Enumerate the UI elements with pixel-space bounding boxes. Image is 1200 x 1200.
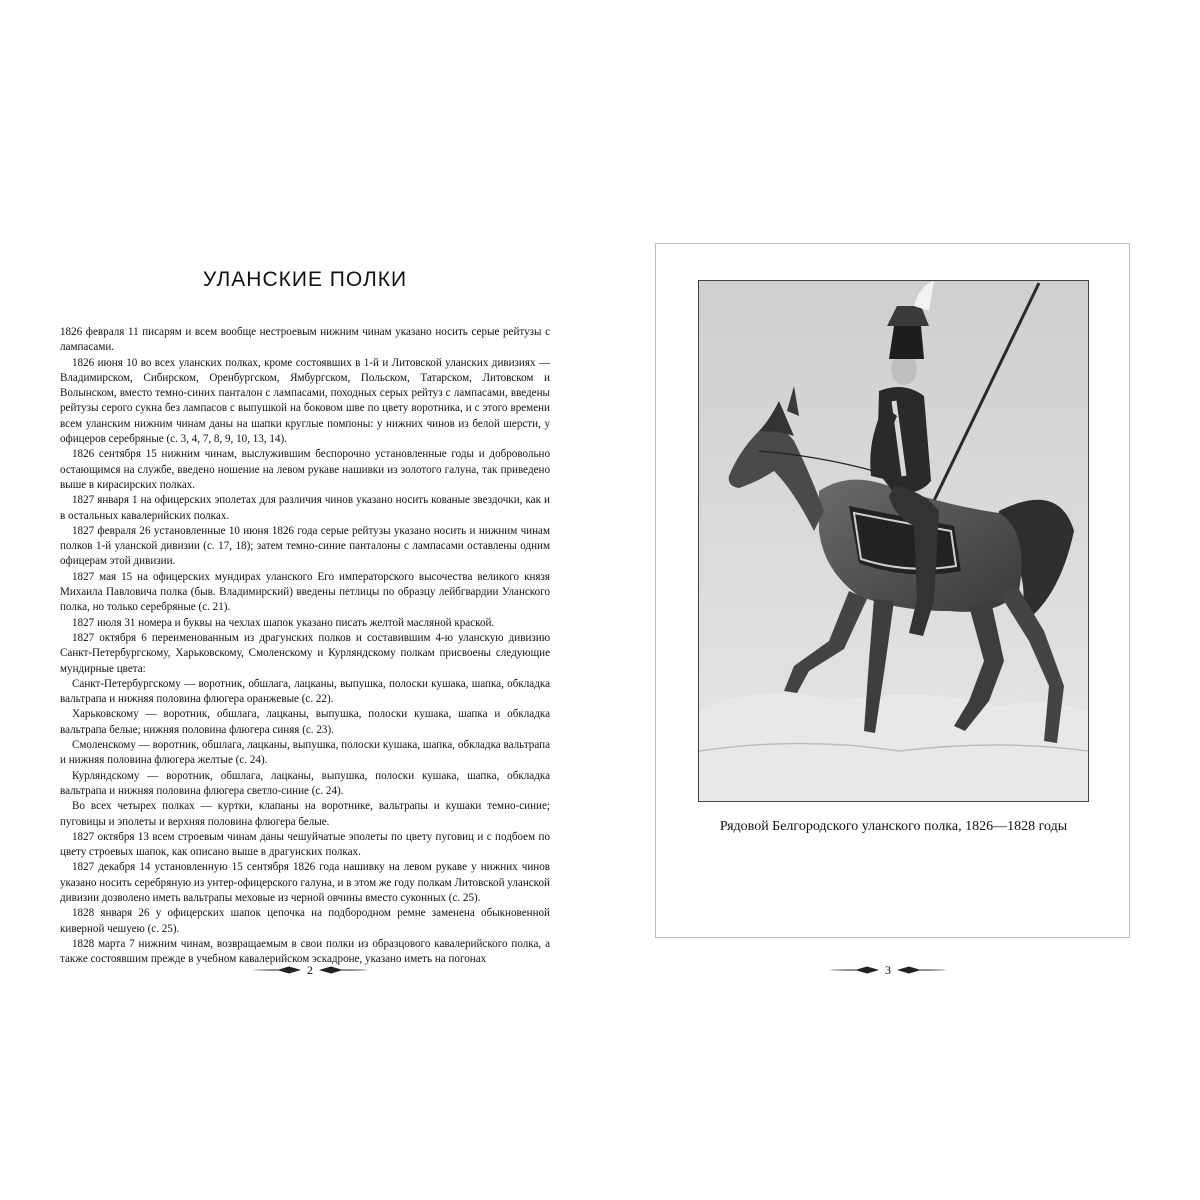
page-number: 2 [307,962,313,977]
right-page-folio [808,960,968,980]
paragraph: Смоленскому — воротник, обшлага, лацканы, выпушка, полоски кушака, шапка, обкладка вальтрапа и нижняя половина флюгера желтые (с. 24). [60,739,550,767]
paragraph: 1828 января 26 у офицерских шапок цепочка на подбородном ремне заменена обыкновенной киверной чешуею (с. 25). [60,907,550,935]
paragraph: 1827 июля 31 номера и буквы на чехлах шапок указано писать желтой масляной краской. [72,616,495,629]
body-text [60,325,550,967]
uhlan-horseman-image [699,281,1088,801]
paragraph: 1827 февраля 26 установленные 10 июня 1826 года серые рейтузы указано носить и нижним чинам полков 1-й уланской дивизии (с. 17, 18); затем темно-синие панталоны с лампасами оставлены одним офицерам этой дивизии. [60,524,550,568]
paragraph: Харьковскому — воротник, обшлага, лацканы, выпушка, полоски кушака, шапка и обкладка вальтрапа белые; нижняя половина флюгера синяя (с. 23). [60,708,550,736]
chapter-title: УЛАНСКИЕ ПОЛКИ [202,268,408,291]
paragraph: Курляндскому — воротник, обшлага, лацканы, выпушка, полоски кушака, шапка, обкладка вальтрапа и нижняя половина флюгера светло-синие (с. 24). [60,769,550,797]
left-ornament-icon [829,965,879,975]
left-ornament-icon [251,965,301,975]
page-number: 3 [885,962,891,977]
paragraph: 1827 октября 6 переименованным из драгунских полков и составившим 4-ю уланскую дивизию Санкт-Петербургскому, Харьковскому, Смоленскому и Курляндскому полкам присвоены следующие мундирные цвета: [60,631,550,675]
paragraph: 1828 марта 7 нижним чинам, возвращаемым в свои полки из образцового кавалерийского полка, а также состоявшим прежде в учебном кавалерийском эскадроне, указано иметь на погонах [60,937,550,966]
right-ornament-icon [897,965,947,975]
paragraph: Санкт-Петербургскому — воротник, обшлага, лацканы, выпушка, полоски кушака, шапка, обкладка вальтрапа и нижняя половина флюгера оранжевые (с. 22). [60,677,550,706]
left-page [60,0,550,1200]
cavalry-illustration [698,280,1089,802]
paragraph: 1826 июня 10 во всех уланских полках, кроме состоявших в 1-й и Литовской уланских дивизиях — Владимирском, Сибирском, Оренбургском, Ямбургском, Польском, Татарском, Литовском и Волынском, вместо темно-синих панталон с лампасами, походных серых рейтуз с лампасами, введены рейтузы серого сукна без лампасов с выпушкой на боковом шве по цвету воротника, и с этого времени всем уланским нижним чинам даны на шапки круглые помпоны: у нижних чинов из белой шерсти, у офицеров серебряные (с. 3, 4, 7, 8, 9, 10, 13, 14). [60,356,550,446]
right-ornament-icon [319,965,369,975]
paragraph: 1827 мая 15 на офицерских мундирах уланского Его императорского высочества великого князя Михаила Павловича полка (быв. Владимирский) введены петлицы по образцу лейбгвардии Уланского полка, но только серебряные (с. 21). [60,570,550,614]
illustration-plate [655,243,1130,938]
paragraph: 1827 января 1 на офицерских эполетах для различия чинов указано носить кованые звездочки, как и в остальных кавалерийских полках. [60,494,550,522]
paragraph: Во всех четырех полках — куртки, клапаны на воротнике, вальтрапы и кушаки темно-синие; пуговицы и эполеты и верхняя половина флюгера белые. [60,800,550,828]
paragraph: 1826 сентября 15 нижним чинам, выслужившим беспорочно установленные годы и добровольно остающимся на службе, введено ношение на левом рукаве нашивки из золотого галуна, так приведено выше в кирасирских полках. [60,448,550,491]
left-page-folio [230,960,390,980]
illustration-caption: Рядовой Белгородского уланского полка, 1826—1828 годы [719,819,1068,834]
paragraph: 1827 октября 13 всем строевым чинам даны чешуйчатые эполеты по цвету пуговиц и с подбоем по цвету строевых шапок, как описано выше в драгунских полках. [60,830,550,859]
paragraph: 1826 февраля 11 писарям и всем вообще нестроевым нижним чинам указано носить серые рейтузы с лампасами. [60,326,550,354]
paragraph: 1827 декабря 14 установленную 15 сентября 1826 года нашивку на левом рукаве у нижних чинов указано носить серебряную из унтер-офицерского галуна, и в этом же году полкам Литовской уланской дивизии дозволено иметь вальтрапы меховые из черной овчины вместо суконных (с. 25). [60,861,550,904]
